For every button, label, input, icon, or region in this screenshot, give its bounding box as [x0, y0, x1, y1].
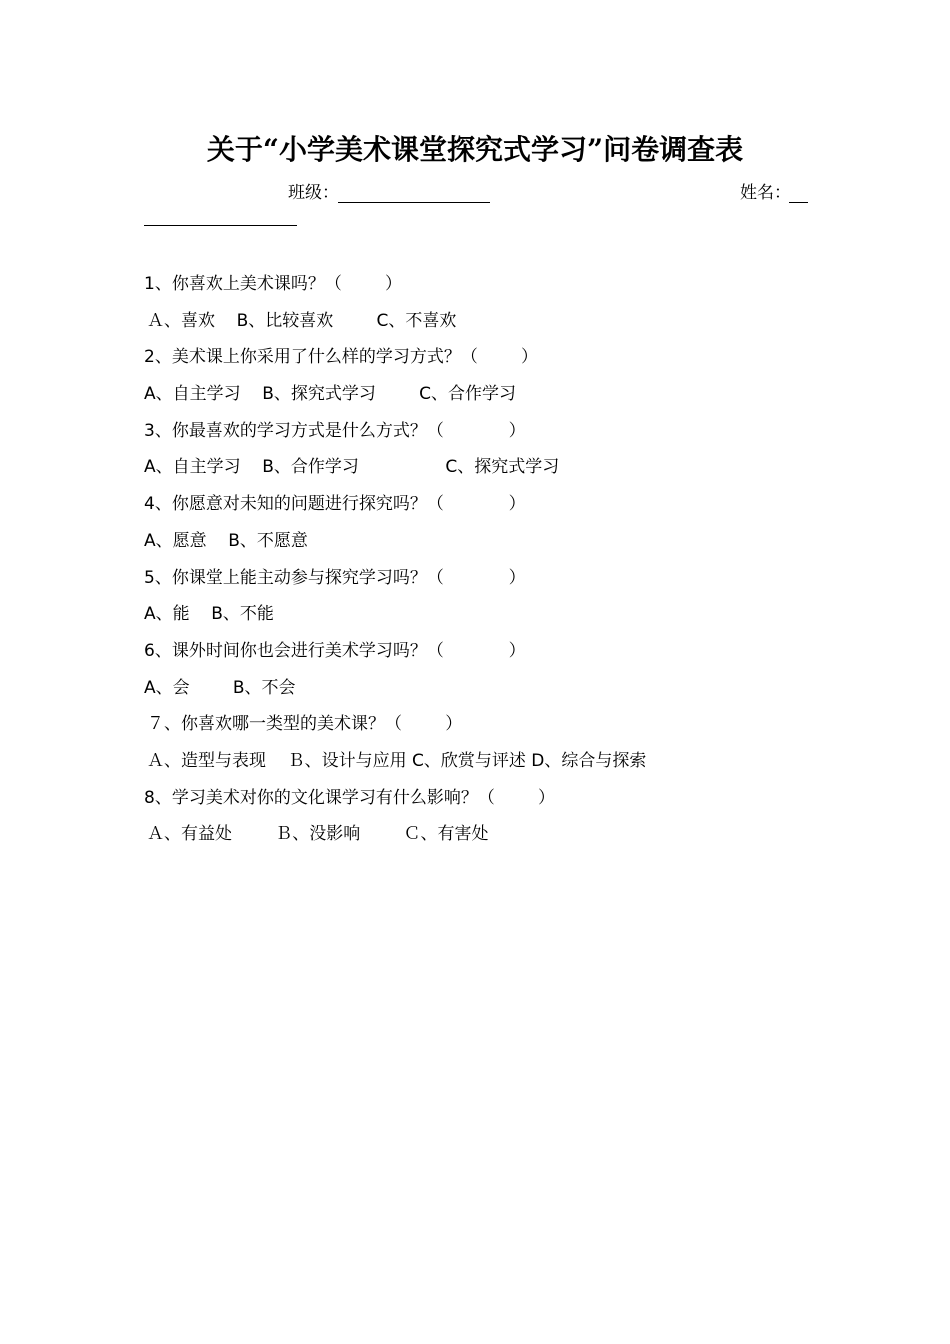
question-2: 2、美术课上你采用了什么样的学习方式？（ ）	[144, 347, 539, 368]
name-blank-line-continued	[144, 225, 297, 226]
question-3: 3、你最喜欢的学习方式是什么方式？（ ）	[144, 420, 526, 441]
name-blank-line-start	[789, 202, 808, 203]
question-1: 1、你喜欢上美术课吗？（ ）	[144, 274, 403, 294]
questionnaire	[144, 272, 844, 859]
question-4-options: A、愿意 B、不愿意	[144, 530, 308, 551]
question-8: 8、学习美术对你的文化课学习有什么影响？（ ）	[144, 787, 556, 808]
question-5: 5、你课堂上能主动参与探究学习吗？（ ）	[144, 567, 526, 588]
question-2-options: A、自主学习 B、探究式学习 C、合作学习	[144, 384, 517, 405]
question-4: 4、你愿意对未知的问题进行探究吗？（ ）	[144, 494, 526, 515]
class-label: 班级：	[288, 183, 339, 203]
document-title: 关于“小学美术课堂探究式学习”问卷调查表	[206, 133, 744, 166]
question-7: ７、你喜欢哪一类型的美术课？（ ）	[147, 714, 463, 735]
question-6-options: A、会 B、不会	[144, 677, 296, 698]
question-8-options: Ａ、有益处 Ｂ、没影响 Ｃ、有害处	[147, 824, 489, 845]
question-7-options: Ａ、造型与表现 Ｂ、设计与应用 C、欣赏与评述 D、综合与探索	[147, 750, 647, 771]
question-5-options: A、能 B、不能	[144, 604, 274, 625]
class-blank-line	[338, 202, 490, 203]
question-6: 6、课外时间你也会进行美术学习吗？（ ）	[144, 640, 526, 661]
question-1-options: Ａ、喜欢 B、比较喜欢 C、不喜欢	[147, 310, 457, 331]
question-3-options: A、自主学习 B、合作学习 C、探究式学习	[144, 457, 560, 478]
name-label: 姓名：	[740, 183, 791, 203]
